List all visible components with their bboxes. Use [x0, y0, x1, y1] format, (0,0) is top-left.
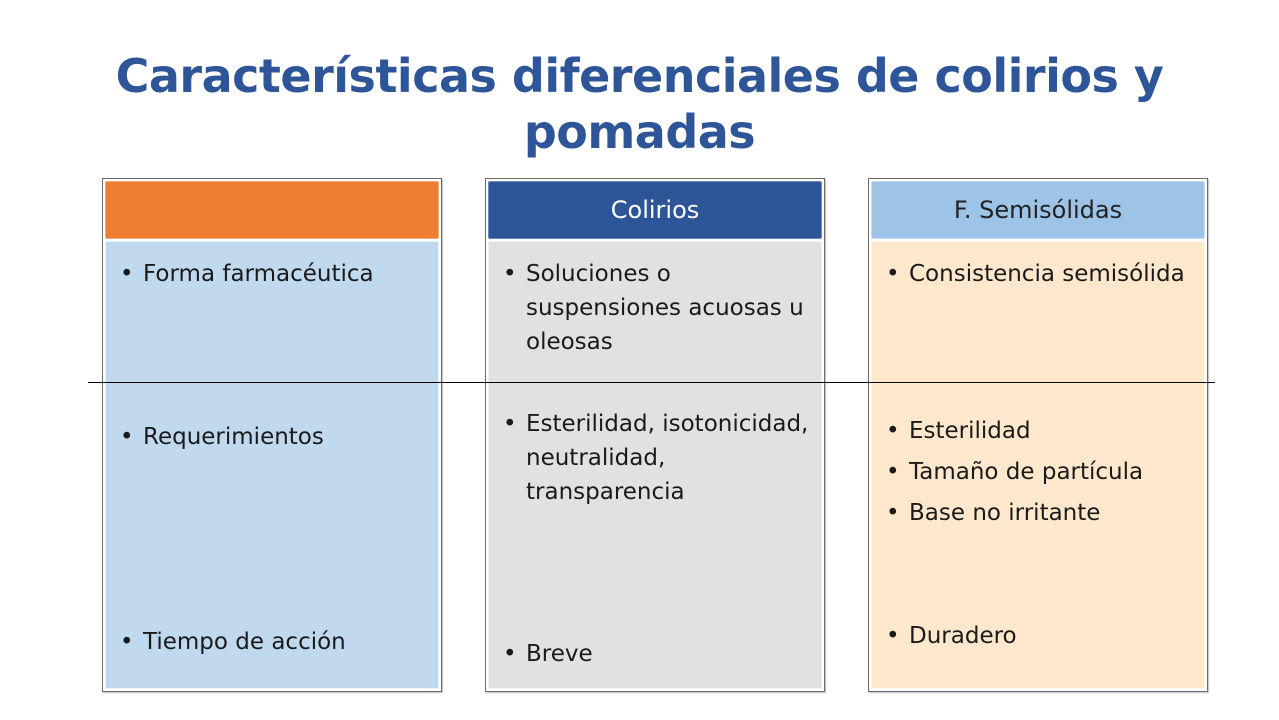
column-body-colirios — [488, 241, 822, 689]
list-item-requerimientos-colirios: • Esterilidad, isotonicidad, neutralidad, transparencia — [503, 407, 813, 509]
column-semisolidas — [868, 178, 1208, 692]
horizontal-divider — [88, 382, 1215, 383]
list-item-forma: • Forma farmacéutica — [120, 257, 430, 291]
column-header-colirios: Colirios — [488, 181, 822, 239]
column-categories — [102, 178, 442, 692]
list-item-requerimientos: • Requerimientos — [120, 420, 430, 454]
list-item-esterilidad-semisolidas: • Esterilidad — [886, 414, 1196, 448]
list-item-tiempo: • Tiempo de acción — [120, 625, 430, 659]
column-colirios — [485, 178, 825, 692]
list-item-tiempo-colirios: • Breve — [503, 637, 813, 671]
list-item-base-semisolidas: • Base no irritante — [886, 496, 1196, 530]
column-body-categories — [105, 241, 439, 689]
list-item-forma-colirios: • Soluciones o suspensiones acuosas u oleosas — [503, 257, 813, 359]
list-item-tamano-semisolidas: • Tamaño de partícula — [886, 455, 1196, 489]
slide-title-line-1: Características diferenciales de colirios y — [115, 49, 1164, 103]
slide-title-line-2: pomadas — [523, 105, 756, 159]
column-header-semisolidas: F. Semisólidas — [871, 181, 1205, 239]
slide-title — [0, 48, 1279, 160]
list-item-forma-semisolidas: • Consistencia semisólida — [886, 257, 1196, 291]
column-body-semisolidas — [871, 241, 1205, 689]
list-item-duradero-semisolidas: • Duradero — [886, 619, 1196, 653]
column-header-categories — [105, 181, 439, 239]
